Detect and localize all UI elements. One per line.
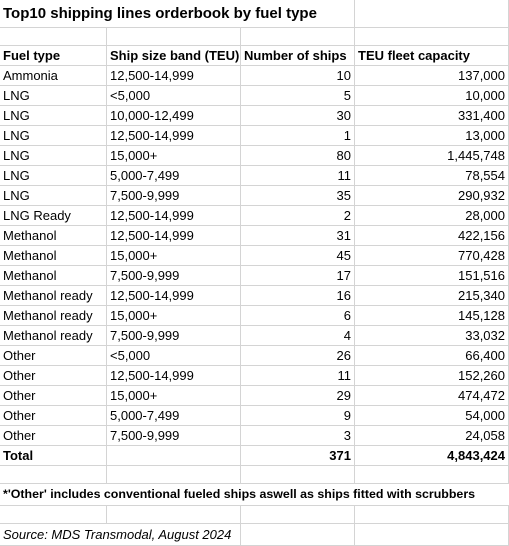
capacity-cell[interactable]	[355, 326, 509, 346]
ship-count-cell[interactable]	[241, 366, 355, 386]
empty-cell[interactable]	[0, 506, 107, 524]
ship-count-cell[interactable]	[241, 266, 355, 286]
source-cell[interactable]	[0, 524, 241, 546]
table-row	[0, 286, 509, 306]
size-band-cell[interactable]	[107, 286, 241, 306]
size-band-cell[interactable]	[107, 226, 241, 246]
cell-value: 770,428	[458, 248, 505, 263]
cell-value: 33,032	[465, 328, 505, 343]
ship-count-cell[interactable]	[241, 166, 355, 186]
capacity-cell[interactable]	[355, 166, 509, 186]
cell-value: 26	[336, 348, 351, 363]
cell-value: Methanol	[3, 268, 57, 283]
cell-value: 290,932	[458, 188, 505, 203]
table-row	[0, 266, 509, 286]
column-header-ship-size[interactable]	[107, 46, 241, 66]
capacity-cell[interactable]	[355, 226, 509, 246]
table-row	[0, 386, 509, 406]
empty-cell[interactable]	[241, 524, 355, 546]
size-band-cell[interactable]	[107, 106, 241, 126]
capacity-cell[interactable]	[355, 286, 509, 306]
source-row	[0, 524, 509, 546]
size-band-cell[interactable]	[107, 406, 241, 426]
cell-value: Other	[3, 408, 36, 423]
capacity-cell[interactable]	[355, 366, 509, 386]
ship-count-cell[interactable]	[241, 326, 355, 346]
capacity-cell[interactable]	[355, 426, 509, 446]
capacity-cell[interactable]	[355, 86, 509, 106]
blank-row	[0, 506, 509, 524]
empty-cell[interactable]	[241, 466, 355, 484]
fuel-type-cell[interactable]	[0, 326, 107, 346]
capacity-cell[interactable]	[355, 146, 509, 166]
fuel-type-cell[interactable]	[0, 86, 107, 106]
total-capacity: 4,843,424	[447, 448, 505, 463]
empty-cell[interactable]	[107, 28, 241, 46]
capacity-cell[interactable]	[355, 206, 509, 226]
cell-value: 54,000	[465, 408, 505, 423]
cell-value: 35	[336, 188, 351, 203]
size-band-cell[interactable]	[107, 206, 241, 226]
table-row	[0, 86, 509, 106]
cell-value: 11	[337, 368, 351, 383]
ship-count-cell[interactable]	[241, 86, 355, 106]
size-band-cell[interactable]	[107, 266, 241, 286]
cell-value: <5,000	[110, 348, 151, 363]
empty-cell[interactable]	[0, 466, 107, 484]
cell-value: 12,500-14,999	[110, 288, 194, 303]
cell-value: 5,000-7,499	[110, 168, 180, 183]
cell-value: Methanol ready	[3, 308, 93, 323]
title-row	[0, 0, 509, 28]
fuel-type-cell[interactable]	[0, 66, 107, 86]
table-row	[0, 146, 509, 166]
empty-cell[interactable]	[107, 506, 241, 524]
header-label: Fuel type	[3, 48, 61, 63]
cell-value: 12,500-14,999	[110, 128, 194, 143]
cell-value: Methanol	[3, 228, 57, 243]
total-capacity-cell[interactable]	[355, 446, 509, 466]
table-row	[0, 166, 509, 186]
fuel-type-cell[interactable]	[0, 166, 107, 186]
empty-cell[interactable]	[355, 0, 509, 28]
source-text: Source: MDS Transmodal, August 2024	[3, 527, 232, 542]
cell-value: 12,500-14,999	[110, 68, 194, 83]
blank-row	[0, 466, 509, 484]
capacity-cell[interactable]	[355, 386, 509, 406]
table-row	[0, 366, 509, 386]
fuel-type-cell[interactable]	[0, 406, 107, 426]
cell-value: LNG	[3, 148, 30, 163]
size-band-cell[interactable]	[107, 126, 241, 146]
cell-value: 6	[343, 308, 351, 323]
cell-value: 15,000+	[110, 308, 158, 323]
capacity-cell[interactable]	[355, 66, 509, 86]
footnote-row	[0, 484, 509, 506]
table-row	[0, 406, 509, 426]
empty-cell[interactable]	[107, 466, 241, 484]
cell-value: LNG	[3, 108, 30, 123]
size-band-cell[interactable]	[107, 186, 241, 206]
header-label: Ship size band (TEU)	[110, 48, 240, 63]
cell-value: Other	[3, 388, 36, 403]
table-row	[0, 186, 509, 206]
capacity-cell[interactable]	[355, 246, 509, 266]
ship-count-cell[interactable]	[241, 426, 355, 446]
fuel-type-cell[interactable]	[0, 146, 107, 166]
capacity-cell[interactable]	[355, 126, 509, 146]
total-label-cell[interactable]	[0, 446, 107, 466]
footnote-text: *'Other' includes conventional fueled ships aswell as ships fitted with scrubbers	[3, 487, 476, 501]
size-band-cell[interactable]	[107, 146, 241, 166]
table-row	[0, 306, 509, 326]
cell-value: Methanol ready	[3, 288, 93, 303]
size-band-cell[interactable]	[107, 66, 241, 86]
fuel-type-cell[interactable]	[0, 226, 107, 246]
cell-value: 16	[336, 288, 351, 303]
cell-value: 9	[343, 408, 351, 423]
table-row	[0, 346, 509, 366]
cell-value: 7,500-9,999	[110, 428, 180, 443]
cell-value: 151,516	[458, 268, 505, 283]
cell-value: 28,000	[465, 208, 505, 223]
cell-value: 5	[343, 88, 351, 103]
cell-value: 10,000-12,499	[110, 108, 194, 123]
cell-value: 1,445,748	[447, 148, 505, 163]
size-band-cell[interactable]	[107, 326, 241, 346]
cell-value: 24,058	[465, 428, 505, 443]
fuel-type-cell[interactable]	[0, 346, 107, 366]
table-row	[0, 206, 509, 226]
ship-count-cell[interactable]	[241, 186, 355, 206]
blank-row	[0, 28, 509, 46]
empty-cell[interactable]	[355, 28, 509, 46]
size-band-cell[interactable]	[107, 246, 241, 266]
cell-value: Other	[3, 428, 36, 443]
cell-value: LNG	[3, 168, 30, 183]
table-row	[0, 66, 509, 86]
title-cell[interactable]	[0, 0, 355, 28]
header-row	[0, 46, 509, 66]
header-label: Number of ships	[244, 48, 347, 63]
ship-count-cell[interactable]	[241, 306, 355, 326]
ship-count-cell[interactable]	[241, 346, 355, 366]
fuel-type-cell[interactable]	[0, 186, 107, 206]
fuel-type-cell[interactable]	[0, 366, 107, 386]
cell-value: 7,500-9,999	[110, 188, 180, 203]
ship-count-cell[interactable]	[241, 66, 355, 86]
cell-value: 331,400	[458, 108, 505, 123]
cell-value: 78,554	[465, 168, 505, 183]
table-row	[0, 326, 509, 346]
capacity-cell[interactable]	[355, 106, 509, 126]
capacity-cell[interactable]	[355, 306, 509, 326]
empty-cell[interactable]	[355, 506, 509, 524]
cell-value: 45	[336, 248, 351, 263]
cell-value: 11	[337, 168, 351, 183]
cell-value: 5,000-7,499	[110, 408, 180, 423]
size-band-cell[interactable]	[107, 386, 241, 406]
cell-value: LNG Ready	[3, 208, 71, 223]
cell-value: 12,500-14,999	[110, 368, 194, 383]
size-band-cell[interactable]	[107, 306, 241, 326]
total-row	[0, 446, 509, 466]
cell-value: 31	[336, 228, 351, 243]
size-band-cell[interactable]	[107, 426, 241, 446]
cell-value: LNG	[3, 128, 30, 143]
fuel-type-cell[interactable]	[0, 286, 107, 306]
cell-value: LNG	[3, 88, 30, 103]
cell-value: 4	[343, 328, 351, 343]
ship-count-cell[interactable]	[241, 126, 355, 146]
fuel-type-cell[interactable]	[0, 266, 107, 286]
total-ships-cell[interactable]	[241, 446, 355, 466]
cell-value: 29	[336, 388, 351, 403]
table-row	[0, 426, 509, 446]
table-row	[0, 226, 509, 246]
fuel-type-cell[interactable]	[0, 306, 107, 326]
fuel-type-cell[interactable]	[0, 126, 107, 146]
ship-count-cell[interactable]	[241, 226, 355, 246]
fuel-type-cell[interactable]	[0, 246, 107, 266]
cell-value: 2	[343, 208, 351, 223]
cell-value: <5,000	[110, 88, 151, 103]
cell-value: 215,340	[458, 288, 505, 303]
empty-cell[interactable]	[355, 466, 509, 484]
ship-count-cell[interactable]	[241, 146, 355, 166]
cell-value: 17	[336, 268, 351, 283]
cell-value: 13,000	[465, 128, 505, 143]
cell-value: 15,000+	[110, 248, 158, 263]
capacity-cell[interactable]	[355, 186, 509, 206]
cell-value: Methanol ready	[3, 328, 93, 343]
fuel-type-cell[interactable]	[0, 386, 107, 406]
cell-value: Other	[3, 348, 36, 363]
fuel-type-cell[interactable]	[0, 106, 107, 126]
cell-value: 152,260	[458, 368, 505, 383]
size-band-cell[interactable]	[107, 86, 241, 106]
header-label: TEU fleet capacity	[358, 48, 470, 63]
capacity-cell[interactable]	[355, 346, 509, 366]
table-title: Top10 shipping lines orderbook by fuel type	[3, 5, 317, 22]
column-header-teu-capacity[interactable]	[355, 46, 509, 66]
cell-value: 66,400	[465, 348, 505, 363]
ship-count-cell[interactable]	[241, 286, 355, 306]
cell-value: 15,000+	[110, 388, 158, 403]
footnote-cell[interactable]	[0, 484, 509, 506]
cell-value: Methanol	[3, 248, 57, 263]
table-row	[0, 106, 509, 126]
column-header-fuel-type[interactable]	[0, 46, 107, 66]
cell-value: 80	[336, 148, 351, 163]
ship-count-cell[interactable]	[241, 106, 355, 126]
cell-value: 1	[343, 128, 351, 143]
fuel-type-cell[interactable]	[0, 426, 107, 446]
cell-value: 30	[336, 108, 351, 123]
empty-cell[interactable]	[241, 28, 355, 46]
empty-cell[interactable]	[241, 506, 355, 524]
empty-cell[interactable]	[107, 446, 241, 466]
cell-value: 15,000+	[110, 148, 158, 163]
cell-value: 7,500-9,999	[110, 328, 180, 343]
cell-value: Ammonia	[3, 68, 58, 83]
cell-value: Other	[3, 368, 36, 383]
capacity-cell[interactable]	[355, 266, 509, 286]
cell-value: 3	[343, 428, 351, 443]
table-row	[0, 246, 509, 266]
column-header-number-of-ships[interactable]	[241, 46, 355, 66]
cell-value: 10	[336, 68, 351, 83]
empty-cell[interactable]	[0, 28, 107, 46]
size-band-cell[interactable]	[107, 346, 241, 366]
cell-value: 137,000	[458, 68, 505, 83]
fuel-type-cell[interactable]	[0, 206, 107, 226]
cell-value: 12,500-14,999	[110, 228, 194, 243]
ship-count-cell[interactable]	[241, 206, 355, 226]
cell-value: 145,128	[458, 308, 505, 323]
ship-count-cell[interactable]	[241, 246, 355, 266]
size-band-cell[interactable]	[107, 166, 241, 186]
table-row	[0, 126, 509, 146]
cell-value: 474,472	[458, 388, 505, 403]
empty-cell[interactable]	[355, 524, 509, 546]
ship-count-cell[interactable]	[241, 386, 355, 406]
cell-value: 12,500-14,999	[110, 208, 194, 223]
capacity-cell[interactable]	[355, 406, 509, 426]
ship-count-cell[interactable]	[241, 406, 355, 426]
size-band-cell[interactable]	[107, 366, 241, 386]
total-ships: 371	[329, 448, 351, 463]
cell-value: 10,000	[465, 88, 505, 103]
cell-value: LNG	[3, 188, 30, 203]
cell-value: 422,156	[458, 228, 505, 243]
cell-value: 7,500-9,999	[110, 268, 180, 283]
total-label: Total	[3, 448, 34, 463]
